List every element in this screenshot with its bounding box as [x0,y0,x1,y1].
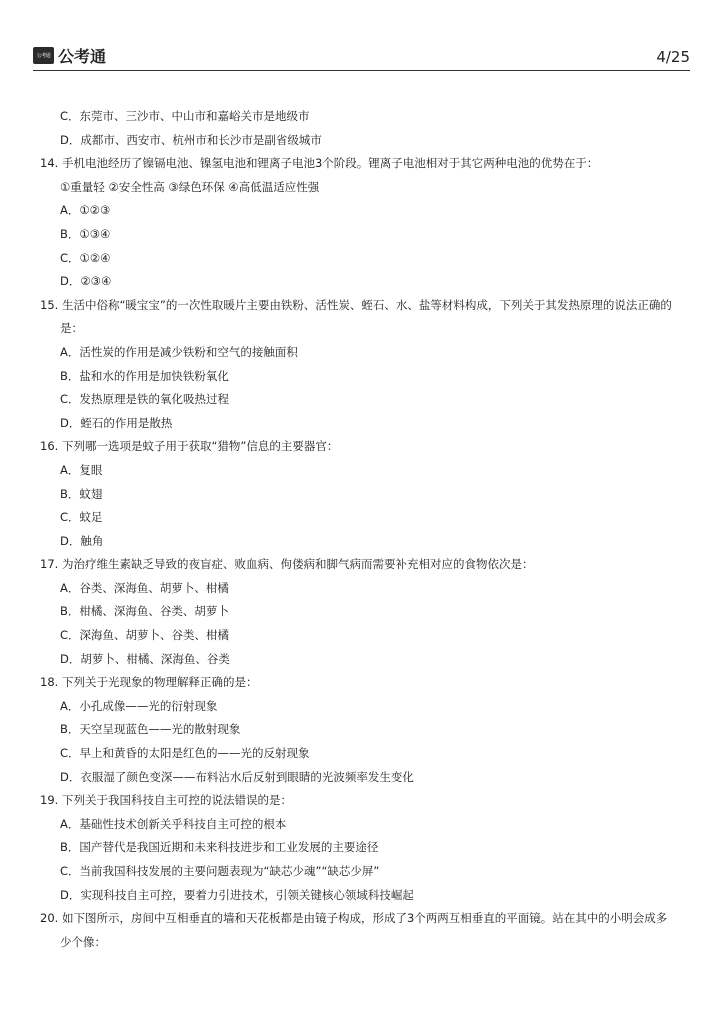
answer-option: B．天空呈现蓝色——光的散射现象 [60,722,241,737]
answer-option: B．柑橘、深海鱼、谷类、胡萝卜 [60,604,229,619]
answer-option: D．蛭石的作用是散热 [60,415,173,430]
question-stem: 18. 下列关于光现象的物理解释正确的是： [40,675,258,690]
answer-option: A．基础性技术创新关乎科技自主可控的根本 [60,816,287,831]
answer-option: C．蚊足 [60,510,103,525]
answer-option: A．①②③ [60,203,111,218]
page-number: 4/25 [656,48,690,66]
question-stem: 14. 手机电池经历了镍镉电池、镍氢电池和锂离子电池3个阶段。锂离子电池相对于其它两种电池的优势在于： [40,156,599,171]
answer-option: C．深海鱼、胡萝卜、谷类、柑橘 [60,628,230,643]
answer-option: D．成都市、西安市、杭州市和长沙市是副省级城市 [60,132,322,147]
page-header [33,44,690,71]
answer-option: B．盐和水的作用是加快铁粉氧化 [60,368,229,383]
answer-option: A．复眼 [60,462,103,477]
answer-option: D．触角 [60,533,104,548]
question-continuation: 是： [60,321,83,336]
question-stem: 16. 下列哪一选项是蚊子用于获取“猎物”信息的主要器官： [40,439,339,454]
answer-option: C．发热原理是铁的氧化吸热过程 [60,392,230,407]
logo-text: 公考通 [58,46,107,66]
question-content [40,105,690,954]
logo-icon: 公考通 [33,47,54,64]
answer-option: B．①③④ [60,226,111,241]
answer-option: C．早上和黄昏的太阳是红色的——光的反射现象 [60,746,310,761]
answer-option: D．②③④ [60,274,112,289]
question-stem: 15. 生活中俗称“暖宝宝”的一次性取暖片主要由铁粉、活性炭、蛭石、水、盐等材料构成，下列关于其发热原理的说法正确的 [40,297,672,312]
answer-option: C．当前我国科技发展的主要问题表现为“缺芯少魂”“缺芯少屏” [60,864,380,878]
answer-option: B．国产替代是我国近期和未来科技进步和工业发展的主要途径 [60,840,379,855]
answer-option: D．胡萝卜、柑橘、深海鱼、谷类 [60,651,230,666]
answer-option: A．谷类、深海鱼、胡萝卜、柑橘 [60,580,229,595]
answer-option: B．蚊翅 [60,486,103,501]
answer-option: C．①②④ [60,250,111,265]
logo [33,44,106,66]
answer-option: C．东莞市、三沙市、中山市和嘉峪关市是地级市 [60,109,310,123]
question-continuation: 少个像： [60,934,106,949]
answer-option: D．实现科技自主可控，要着力引进技术，引领关键核心领域科技崛起 [60,887,414,902]
question-continuation: ①重量轻 ②安全性高 ③绿色环保 ④高低温适应性强 [60,179,320,194]
question-stem: 17. 为治疗维生素缺乏导致的夜盲症、败血病、佝偻病和脚气病而需要补充相对应的食物依次是： [40,557,534,572]
answer-option: D．衣服湿了颜色变深——布料沾水后反射到眼睛的光波频率发生变化 [60,769,414,784]
answer-option: A．小孔成像——光的衍射现象 [60,698,218,713]
question-stem: 19. 下列关于我国科技自主可控的说法错误的是： [40,793,292,808]
answer-option: A．活性炭的作用是减少铁粉和空气的接触面积 [60,344,298,359]
question-stem: 20. 如下图所示，房间中互相垂直的墙和天花板都是由镜子构成，形成了3个两两互相垂直的平面镜。站在其中的小明会成多 [40,911,668,926]
